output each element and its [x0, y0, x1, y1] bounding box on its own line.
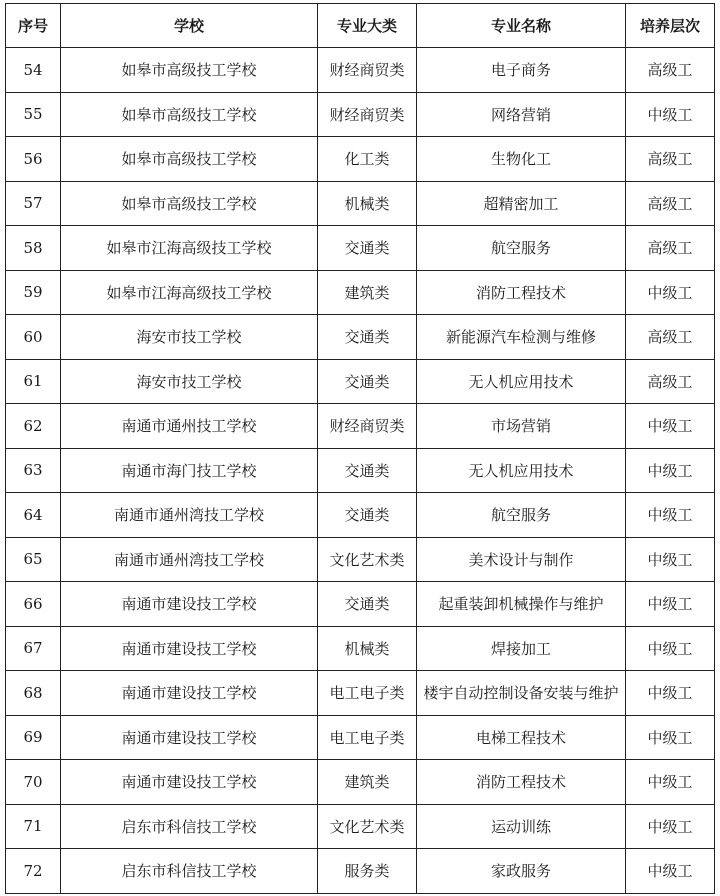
- cell-school: 海安市技工学校: [61, 315, 318, 360]
- cell-no: 56: [6, 137, 61, 182]
- cell-no: 62: [6, 404, 61, 449]
- cell-level: 中级工: [626, 92, 715, 137]
- cell-major: 美术设计与制作: [417, 537, 626, 582]
- header-level: 培养层次: [626, 4, 715, 48]
- cell-no: 66: [6, 582, 61, 627]
- cell-major: 生物化工: [417, 137, 626, 182]
- cell-level: 高级工: [626, 137, 715, 182]
- cell-school: 如皋市高级技工学校: [61, 48, 318, 93]
- cell-school: 启东市科信技工学校: [61, 804, 318, 849]
- table-row: [6, 359, 715, 404]
- cell-school: 南通市通州湾技工学校: [61, 537, 318, 582]
- cell-category: 财经商贸类: [318, 92, 417, 137]
- cell-school: 南通市建设技工学校: [61, 626, 318, 671]
- cell-category: 交通类: [318, 582, 417, 627]
- cell-level: 中级工: [626, 849, 715, 894]
- cell-category: 交通类: [318, 315, 417, 360]
- table-row: [6, 270, 715, 315]
- cell-major: 起重装卸机械操作与维护: [417, 582, 626, 627]
- cell-category: 文化艺术类: [318, 804, 417, 849]
- cell-level: 中级工: [626, 715, 715, 760]
- cell-category: 化工类: [318, 137, 417, 182]
- cell-major: 新能源汽车检测与维修: [417, 315, 626, 360]
- cell-school: 南通市建设技工学校: [61, 582, 318, 627]
- cell-level: 高级工: [626, 226, 715, 271]
- cell-school: 如皋市高级技工学校: [61, 181, 318, 226]
- table-row: [6, 315, 715, 360]
- cell-no: 60: [6, 315, 61, 360]
- cell-level: 中级工: [626, 626, 715, 671]
- cell-category: 交通类: [318, 226, 417, 271]
- cell-no: 64: [6, 493, 61, 538]
- cell-major: 运动训练: [417, 804, 626, 849]
- table-row: [6, 493, 715, 538]
- cell-no: 72: [6, 849, 61, 894]
- cell-category: 建筑类: [318, 760, 417, 805]
- cell-school: 启东市科信技工学校: [61, 849, 318, 894]
- cell-major: 超精密加工: [417, 181, 626, 226]
- cell-major: 消防工程技术: [417, 270, 626, 315]
- table-row: [6, 582, 715, 627]
- cell-level: 高级工: [626, 315, 715, 360]
- cell-major: 航空服务: [417, 493, 626, 538]
- cell-school: 南通市建设技工学校: [61, 671, 318, 716]
- cell-major: 市场营销: [417, 404, 626, 449]
- cell-school: 南通市海门技工学校: [61, 448, 318, 493]
- cell-category: 服务类: [318, 849, 417, 894]
- table-row: [6, 226, 715, 271]
- table-row: [6, 760, 715, 805]
- table-row: [6, 626, 715, 671]
- table-row: [6, 92, 715, 137]
- cell-no: 54: [6, 48, 61, 93]
- cell-no: 57: [6, 181, 61, 226]
- cell-level: 中级工: [626, 537, 715, 582]
- cell-major: 楼宇自动控制设备安装与维护: [417, 671, 626, 716]
- cell-no: 61: [6, 359, 61, 404]
- table-row: [6, 448, 715, 493]
- major-list-table: [5, 3, 715, 894]
- cell-level: 中级工: [626, 582, 715, 627]
- table-row: [6, 48, 715, 93]
- table-row: [6, 715, 715, 760]
- table-header: [6, 4, 715, 48]
- cell-no: 63: [6, 448, 61, 493]
- cell-level: 中级工: [626, 270, 715, 315]
- cell-category: 电工电子类: [318, 671, 417, 716]
- cell-school: 南通市建设技工学校: [61, 715, 318, 760]
- table-row: [6, 404, 715, 449]
- table-body: [6, 48, 715, 894]
- cell-category: 电工电子类: [318, 715, 417, 760]
- header-school: 学校: [61, 4, 318, 48]
- cell-major: 电子商务: [417, 48, 626, 93]
- cell-school: 如皋市江海高级技工学校: [61, 270, 318, 315]
- cell-category: 交通类: [318, 359, 417, 404]
- cell-major: 电梯工程技术: [417, 715, 626, 760]
- cell-no: 67: [6, 626, 61, 671]
- cell-no: 55: [6, 92, 61, 137]
- cell-school: 如皋市江海高级技工学校: [61, 226, 318, 271]
- cell-no: 58: [6, 226, 61, 271]
- header-major: 专业名称: [417, 4, 626, 48]
- cell-school: 海安市技工学校: [61, 359, 318, 404]
- table-row: [6, 671, 715, 716]
- cell-category: 财经商贸类: [318, 404, 417, 449]
- table-row: [6, 537, 715, 582]
- cell-category: 交通类: [318, 493, 417, 538]
- cell-school: 如皋市高级技工学校: [61, 137, 318, 182]
- cell-no: 69: [6, 715, 61, 760]
- cell-major: 无人机应用技术: [417, 359, 626, 404]
- table-row: [6, 137, 715, 182]
- header-category: 专业大类: [318, 4, 417, 48]
- cell-major: 消防工程技术: [417, 760, 626, 805]
- cell-level: 中级工: [626, 804, 715, 849]
- cell-school: 南通市通州湾技工学校: [61, 493, 318, 538]
- cell-major: 航空服务: [417, 226, 626, 271]
- cell-no: 65: [6, 537, 61, 582]
- cell-no: 70: [6, 760, 61, 805]
- cell-level: 中级工: [626, 671, 715, 716]
- cell-category: 交通类: [318, 448, 417, 493]
- cell-major: 焊接加工: [417, 626, 626, 671]
- cell-major: 无人机应用技术: [417, 448, 626, 493]
- cell-level: 高级工: [626, 48, 715, 93]
- cell-school: 南通市建设技工学校: [61, 760, 318, 805]
- cell-level: 中级工: [626, 760, 715, 805]
- cell-level: 中级工: [626, 448, 715, 493]
- table-row: [6, 181, 715, 226]
- table-row: [6, 804, 715, 849]
- header-no: 序号: [6, 4, 61, 48]
- cell-category: 机械类: [318, 181, 417, 226]
- cell-school: 南通市通州技工学校: [61, 404, 318, 449]
- cell-level: 高级工: [626, 181, 715, 226]
- table-row: [6, 849, 715, 894]
- cell-level: 中级工: [626, 493, 715, 538]
- cell-category: 建筑类: [318, 270, 417, 315]
- cell-no: 59: [6, 270, 61, 315]
- cell-major: 网络营销: [417, 92, 626, 137]
- cell-no: 71: [6, 804, 61, 849]
- cell-level: 中级工: [626, 404, 715, 449]
- cell-no: 68: [6, 671, 61, 716]
- cell-level: 高级工: [626, 359, 715, 404]
- cell-category: 机械类: [318, 626, 417, 671]
- cell-category: 文化艺术类: [318, 537, 417, 582]
- cell-category: 财经商贸类: [318, 48, 417, 93]
- cell-school: 如皋市高级技工学校: [61, 92, 318, 137]
- header-row: [6, 4, 715, 48]
- cell-major: 家政服务: [417, 849, 626, 894]
